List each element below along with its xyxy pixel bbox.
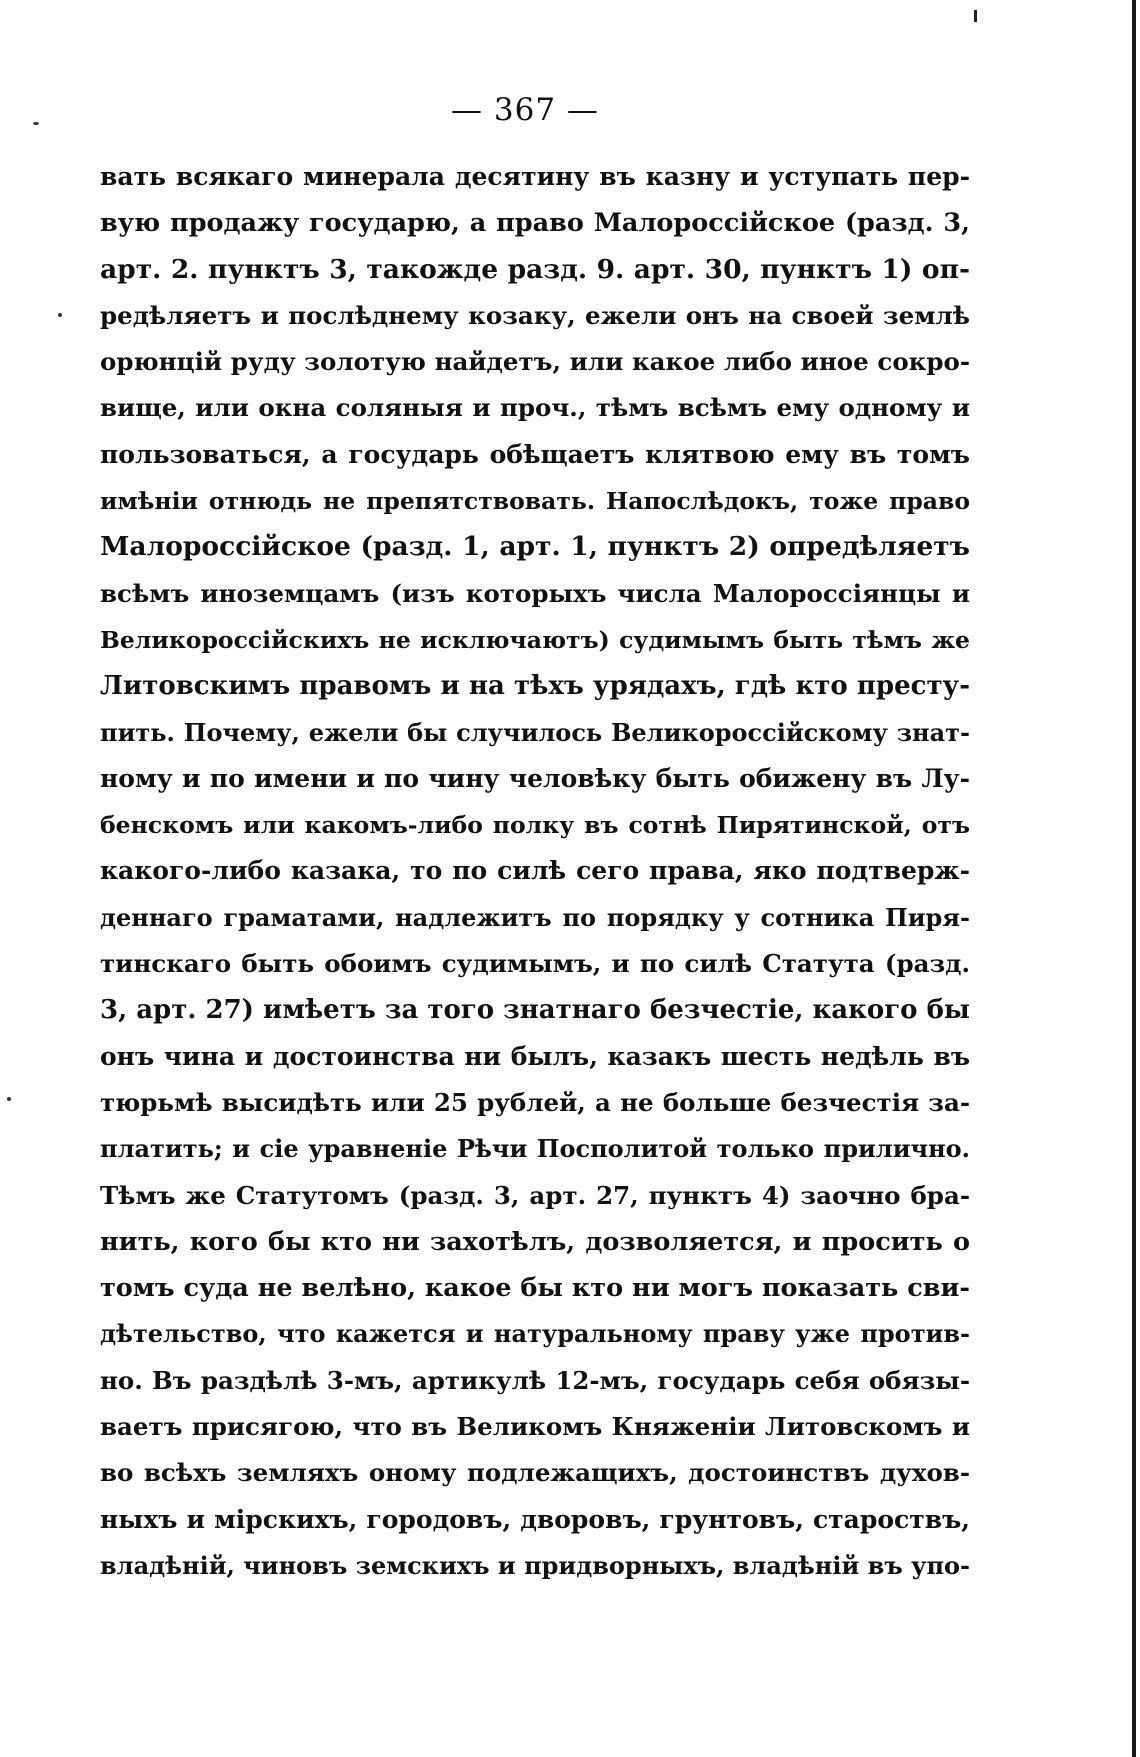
- text-line: Литовскимъ правомъ и на тѣхъ урядахъ, гдѣ кто престу-: [100, 671, 970, 702]
- text-line: онъ чина и достоинства ни былъ, казакъ шесть недѣль въ: [100, 1041, 970, 1071]
- text-line: дѣтельство, что кажется и натуральному праву уже против-: [100, 1319, 970, 1349]
- text-line: вать всякаго минерала десятину въ казну и уступать пер-: [100, 162, 970, 191]
- page-number: — 367 —: [451, 92, 599, 128]
- text-line: тюрьмѣ высидѣть или 25 рублей, а не больше безчестія за-: [100, 1087, 970, 1117]
- text-line: пить. Почему, ежели бы случилось Великороссійскому знат-: [100, 717, 970, 747]
- text-line: ваетъ присягою, что въ Великомъ Княженіи Литовскомъ и: [100, 1412, 970, 1442]
- text-line: 3, арт. 27) имѣетъ за того знатнаго безчестіе, какого бы: [100, 995, 970, 1026]
- text-line: Тѣмъ же Статутомъ (разд. 3, арт. 27, пунктъ 4) заочно бра-: [100, 1180, 970, 1210]
- text-line: Малороссійское (разд. 1, арт. 1, пунктъ 2) опредѣляетъ: [100, 531, 970, 563]
- text-line: всѣмъ иноземцамъ (изъ которыхъ числа Малороссіянцы и: [100, 578, 970, 608]
- text-line: томъ суда не велѣно, какое бы кто ни могъ показать сви-: [100, 1273, 970, 1304]
- text-line: владѣній, чиновъ земскихъ и придворныхъ, владѣній въ упо-: [100, 1550, 970, 1580]
- text-line: арт. 2. пунктъ 3, такожде разд. 9. арт. 30, пунктъ 1) оп-: [100, 253, 970, 285]
- text-line: нить, кого бы кто ни захотѣлъ, дозволяется, и просить о: [100, 1226, 970, 1257]
- text-line: вую продажу государю, а право Малороссійское (разд. 3,: [100, 208, 970, 239]
- text-line: тинскаго быть обоимъ судимымъ, и по силѣ Статута (разд.: [100, 949, 970, 979]
- text-line: Великороссійскихъ не исключаютъ) судимымъ быть тѣмъ же: [100, 625, 970, 654]
- text-line: пользоваться, а государь обѣщаетъ клятвою ему въ томъ: [100, 439, 970, 469]
- text-line: но. Въ раздѣлѣ 3-мъ, артикулѣ 12-мъ, государь себя обязы-: [100, 1365, 970, 1395]
- top-edge-mark: [974, 10, 977, 22]
- text-line: имѣніи отнюдь не препятствовать. Напослѣдокъ, тоже право: [100, 487, 970, 516]
- margin-speck: [58, 313, 62, 317]
- body-text: [100, 154, 970, 1589]
- margin-speck: [7, 1097, 11, 1101]
- text-line: во всѣхъ земляхъ оному подлежащихъ, достоинствъ духов-: [100, 1458, 970, 1488]
- text-line: ныхъ и мірскихъ, городовъ, дворовъ, грунтовъ, староствъ,: [100, 1504, 970, 1534]
- text-line: редѣляетъ и послѣднему козаку, ежели онъ на своей землѣ: [100, 300, 970, 330]
- text-line: бенскомъ или какомъ-либо полку въ сотнѣ Пирятинской, отъ: [100, 811, 970, 840]
- text-line: деннаго граматами, надлежитъ по порядку у сотника Пиря-: [100, 902, 970, 932]
- text-line: вище, или окна соляныя и проч., тѣмъ всѣмъ ему одному и: [100, 393, 970, 423]
- text-line: орюнцій руду золотую найдетъ, или какое либо иное сокро-: [100, 347, 970, 377]
- page-edge-rule: [1132, 0, 1136, 1757]
- text-line: платить; и сіе уравненіе Рѣчи Посполитой только прилично.: [100, 1134, 970, 1164]
- text-line: какого-либо казака, то по силѣ сего права, яко подтверж-: [100, 856, 970, 886]
- text-line: ному и по имени и по чину человѣку быть обижену въ Лу-: [100, 763, 970, 793]
